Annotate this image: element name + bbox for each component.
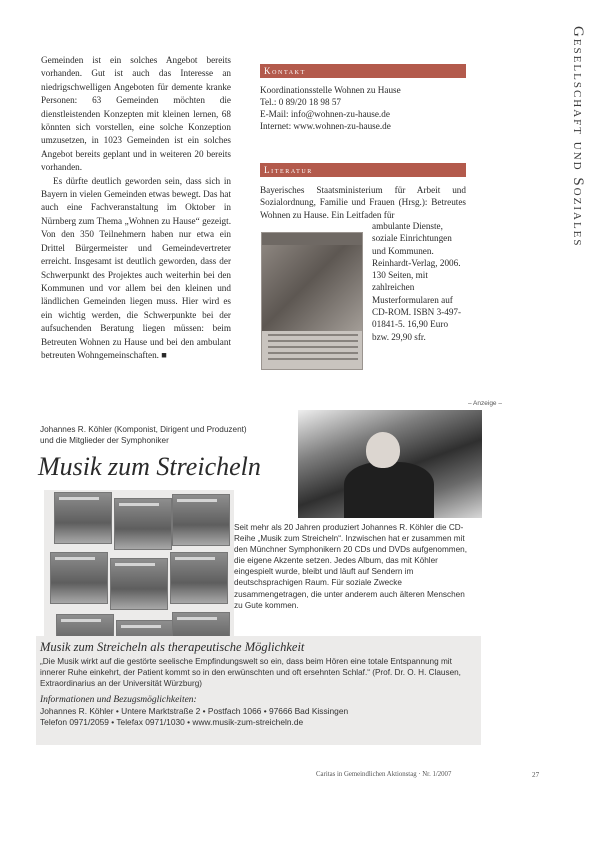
advertisement-intro [40, 424, 247, 446]
literatur-heading: Literatur [260, 163, 466, 177]
advertisement-info-heading: Informationen und Bezugsmöglichkeiten: [40, 695, 197, 705]
conductor-photo [298, 410, 482, 518]
advertisement-intro-line: Johannes R. Köhler (Komponist, Dirigent und Produzent) [40, 425, 247, 434]
article-paragraph: Es dürfte deutlich geworden sein, dass sich in Bayern in vielen Gemeinden etwas bewegt. Das hat auch eine Fachveranstaltung im Oktober in Nürnberg zum Thema „Wohnen zu Hause“ gezeigt. Von den 350 Teilnehmern haben nur etwa ein Drittel Bürgermeister und Gemeindevertreter erreicht. Insgesamt ist deutlich geworden, dass der Schwerpunkt des Projektes auch weiterhin bei den Kommunen und vor allem bei den kleinen und ländlichen Gemeinden liegen muss. Hier wird es ein wichtig werden, die Schwerpunkte bei der aufsuchenden Beratung liegen müssen: beim Betreuten Wohnen zu Hause und bei den ambulant betreuten Wohngemeinschaften. ■ [41, 175, 231, 360]
cd-cover [54, 492, 112, 544]
book-cover-band [262, 233, 362, 245]
conductor-figure-body [344, 462, 434, 518]
footer-publication: Caritas in Gemeindlichen Aktionstag · Nr. 1/2007 [316, 771, 452, 778]
literatur-text: Bayerisches Staatsministerium für Arbeit und Sozialordnung, Familie und Frauen (Hrsg.): Betreutes Wohnen zu Hause. Ein Leitfaden für [260, 185, 466, 220]
advertisement [36, 410, 481, 745]
section-title-text: Gesellschaft und Soziales [570, 26, 586, 248]
advertisement-phone-web: Telefon 0971/2059 • Telefax 0971/1030 • www.musik-zum-streicheln.de [40, 717, 304, 728]
book-cover-photo [262, 245, 362, 331]
section-title-vertical [566, 26, 586, 326]
advertisement-quote: „Die Musik wirkt auf die gestörte seelische Empfindungswelt so ein, dass beim Hören eine totale Entspannung mit innerer Ruhe einkehrt, der Patient kommt so in den erwünschten und oft ersehnten Schlaf.“ (Prof. Dr. O. H. Clausen, Extraordinarius an der Universität Würzburg) [40, 657, 461, 689]
advertisement-description: Seit mehr als 20 Jahren produziert Johannes R. Köhler die CD-Reihe „Musik zum Streicheln“. Inzwischen hat er zusammen mit den Münchner Symphonikern 20 CDs und DVDs aufgenommen, die eigene Akzente setzen. Jedes Album, das mit Köhler eingespielt wurde, bleibt und läuft auf Sendern im deutschsprachigen Raum. Für soziale Zwecke zusammengetragen, die unter anderem auch älteren Menschen zu Gute kommen. [234, 523, 468, 610]
advertisement-subtitle: Musik zum Streicheln als therapeutische Möglichkeit [40, 640, 305, 654]
cd-cover [170, 552, 228, 604]
literatur-text-continued: ambulante Dienste, soziale Einrichtungen und Kommunen. Reinhardt-Verlag, 2006. 130 Seiten, mit zahlreichen Musterformularen auf CD-ROM. ISBN 3-497-01841-5. 16,90 Euro bzw. 29,90 sfr. [372, 221, 462, 342]
kontakt-heading: Kontakt [260, 64, 466, 78]
article-text-column [41, 54, 231, 362]
page-number: 27 [532, 771, 540, 779]
kontakt-phone: Tel.: 0 89/20 18 98 57 [260, 97, 342, 107]
article-paragraph: Gemeinden ist ein solches Angebot bereits vorhanden. Gut ist auch das Interesse an niedrigschwelligen Angeboten für demente kranke Personen: 63 Gemeinden möchten die dienstleistenden Konzepten mit kleinen lernen, 68 könnten sich vorstellen, eine solche Konzeption umzusetzen, in 1023 Gemeinden ist ein solches Angebot bereits geplant und in weiteren 20 bereits vorhanden. [41, 55, 231, 173]
advertisement-contact [40, 706, 348, 728]
advertisement-intro-line: und die Mitglieder der Symphoniker [40, 436, 169, 445]
cd-cover [110, 558, 168, 610]
cd-cover [50, 552, 108, 604]
conductor-figure-head [366, 432, 400, 468]
book-cover-image [261, 232, 363, 370]
cd-cover [114, 498, 172, 550]
cd-cover [172, 494, 230, 546]
book-cover-caption [268, 334, 358, 364]
kontakt-website: Internet: www.wohnen-zu-hause.de [260, 121, 391, 131]
kontakt-organisation: Koordinationsstelle Wohnen zu Hause [260, 85, 401, 95]
advertisement-label: – Anzeige – [468, 400, 502, 407]
advertisement-title: Musik zum Streicheln [38, 452, 261, 481]
kontakt-info [260, 84, 466, 132]
advertisement-address: Johannes R. Köhler • Untere Marktstraße 2 • Postfach 1066 • 97666 Bad Kissingen [40, 706, 349, 716]
kontakt-email: E-Mail: info@wohnen-zu-hause.de [260, 109, 390, 119]
